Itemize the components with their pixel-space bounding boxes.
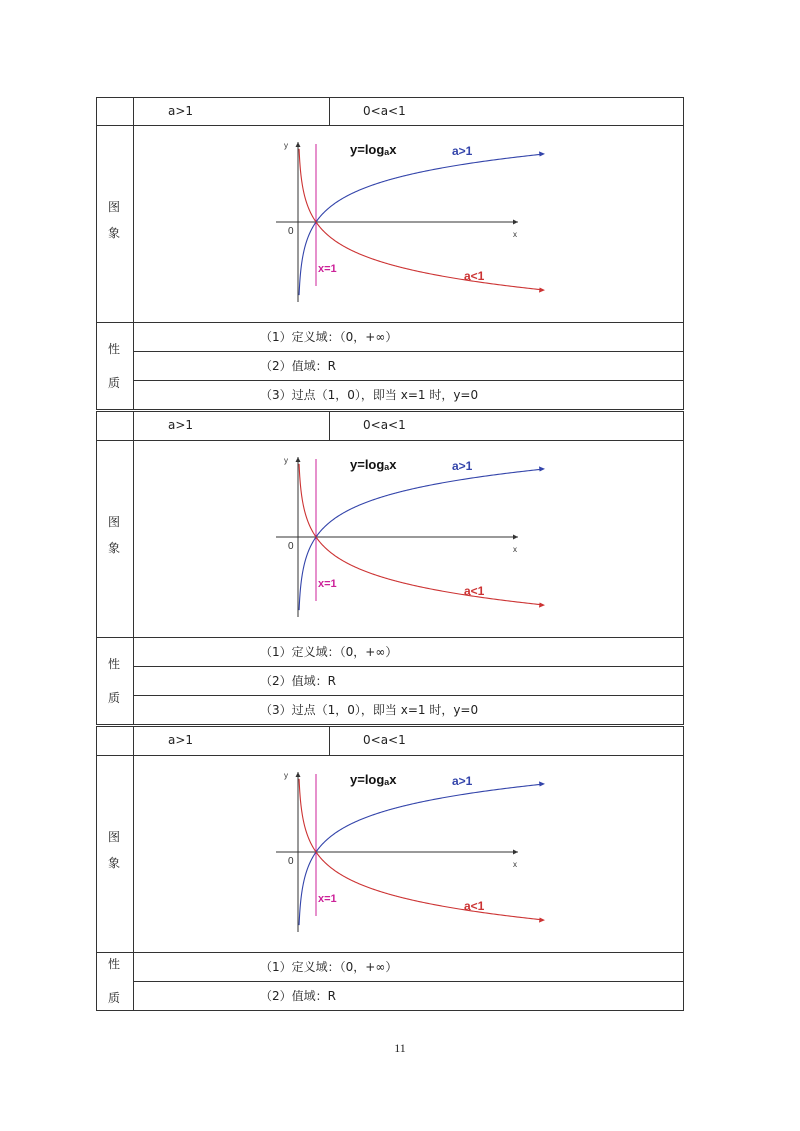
table-rule [96, 952, 684, 953]
curve-a-gt-1-label: a>1 [452, 774, 473, 788]
table-rule [683, 726, 684, 1011]
table-rule [96, 411, 97, 725]
table-rule [133, 666, 684, 667]
table-rule [96, 322, 684, 323]
equation-label: y=logₐx [350, 457, 397, 472]
x-axis-label: x [513, 545, 517, 554]
log-graph [262, 770, 562, 940]
table-rule [96, 755, 684, 756]
row-label-graph: 图 [108, 829, 121, 844]
property-text: （3）过点（1，0），即当 x=1 时，y=0 [260, 703, 479, 717]
y-axis-label: y [284, 456, 288, 465]
table-rule [133, 981, 684, 982]
property-text: （1）定义域：（0，+∞） [260, 645, 398, 659]
y-axis-label: y [284, 141, 288, 150]
row-label-properties: 性 [108, 341, 121, 356]
curve-a-gt-1-label: a>1 [452, 144, 473, 158]
property-text: （2）值域：R [260, 674, 336, 688]
curve-a-gt-1-label: a>1 [452, 459, 473, 473]
table-rule [96, 97, 684, 98]
table-rule [683, 97, 684, 410]
table-rule [133, 380, 684, 381]
table-rule [133, 411, 134, 725]
row-label-graph: 象 [108, 225, 121, 240]
row-label-graph: 图 [108, 199, 121, 214]
header-a-lt-1: 0<a<1 [363, 418, 406, 432]
row-label-properties: 性 [108, 656, 121, 671]
x-axis-arrow-icon [513, 850, 518, 855]
x-axis-label: x [513, 230, 517, 239]
header-a-gt-1: a>1 [168, 104, 194, 118]
table-rule [96, 1010, 684, 1011]
property-text: （2）值域：R [260, 359, 336, 373]
curve-a-lt-1-label: a<1 [464, 269, 485, 283]
property-text: （3）过点（1，0），即当 x=1 时，y=0 [260, 388, 479, 402]
table-rule [96, 724, 684, 725]
curve-a-gt-1-arrow-icon [539, 151, 545, 156]
row-label-properties: 性 [108, 957, 121, 971]
header-a-gt-1: a>1 [168, 418, 194, 432]
table-rule [329, 726, 330, 756]
table-rule [683, 411, 684, 725]
table-rule [133, 695, 684, 696]
row-label-properties: 质 [108, 375, 121, 390]
x-equals-1-label: x=1 [318, 263, 337, 275]
table-rule [96, 409, 684, 410]
table-rule [96, 411, 684, 412]
row-label-graph: 象 [108, 540, 121, 555]
equation-label: y=logₐx [350, 142, 397, 157]
row-label-properties: 质 [108, 690, 121, 705]
table-rule [329, 97, 330, 126]
curve-a-lt-1-arrow-icon [539, 287, 545, 292]
table-rule [96, 726, 97, 1011]
table-rule [133, 726, 134, 1011]
log-graph [262, 455, 562, 625]
curve-a-lt-1-arrow-icon [539, 917, 545, 922]
table-rule [96, 97, 97, 410]
equation-label: y=logₐx [350, 772, 397, 787]
curve-a-gt-1-arrow-icon [539, 466, 545, 471]
x-axis-arrow-icon [513, 535, 518, 540]
x-equals-1-label: x=1 [318, 893, 337, 905]
table-rule [96, 637, 684, 638]
y-axis-label: y [284, 771, 288, 780]
curve-a-lt-1-label: a<1 [464, 584, 485, 598]
y-axis-arrow-icon [296, 772, 301, 777]
property-text: （1）定义域：（0，+∞） [260, 960, 398, 974]
row-label-properties: 质 [108, 991, 121, 1005]
y-axis-arrow-icon [296, 142, 301, 147]
table-rule [133, 97, 134, 410]
header-a-lt-1: 0<a<1 [363, 104, 406, 118]
row-label-graph: 象 [108, 855, 121, 870]
row-label-graph: 图 [108, 514, 121, 529]
curve-a-gt-1-arrow-icon [539, 781, 545, 786]
table-rule [329, 411, 330, 441]
table-rule [96, 726, 684, 727]
origin-label: 0 [288, 226, 294, 237]
log-graph [262, 140, 562, 310]
y-axis-arrow-icon [296, 457, 301, 462]
header-a-lt-1: 0<a<1 [363, 733, 406, 747]
x-axis-label: x [513, 860, 517, 869]
property-text: （2）值域：R [260, 989, 336, 1003]
origin-label: 0 [288, 856, 294, 867]
table-rule [96, 125, 684, 126]
x-axis-arrow-icon [513, 220, 518, 225]
table-rule [133, 351, 684, 352]
property-text: （1）定义域：（0，+∞） [260, 330, 398, 344]
page-number: 11 [394, 1041, 406, 1055]
curve-a-lt-1-label: a<1 [464, 899, 485, 913]
table-rule [96, 440, 684, 441]
origin-label: 0 [288, 541, 294, 552]
x-equals-1-label: x=1 [318, 578, 337, 590]
curve-a-lt-1-arrow-icon [539, 602, 545, 607]
header-a-gt-1: a>1 [168, 733, 194, 747]
